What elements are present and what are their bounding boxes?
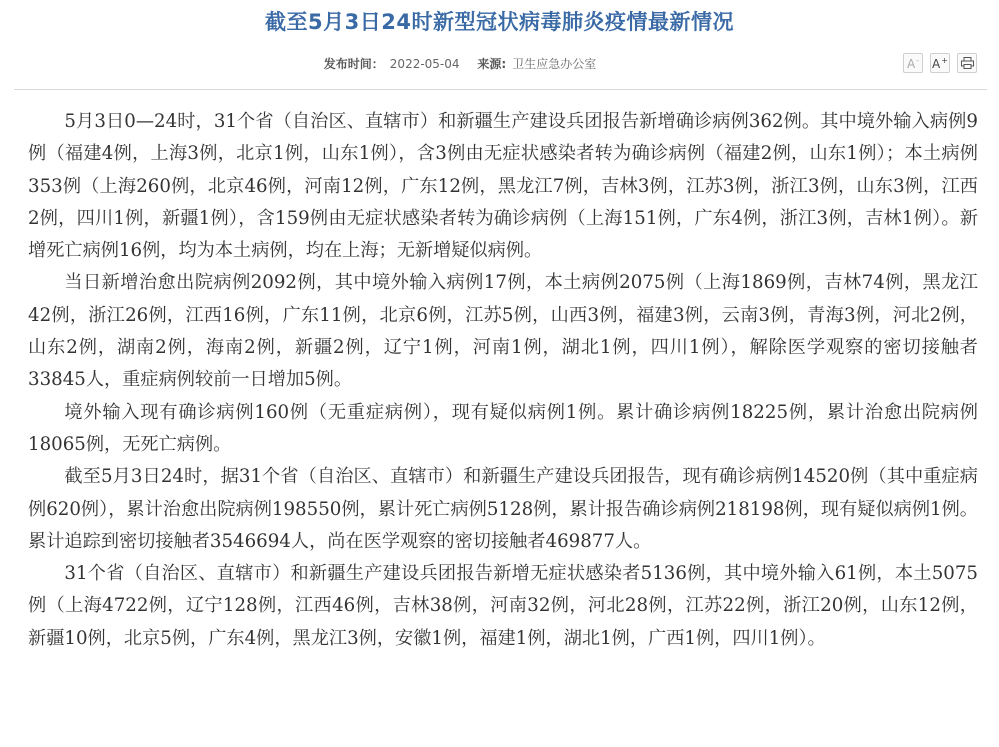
- paragraph: 境外输入现有确诊病例160例（无重症病例），现有疑似病例1例。累计确诊病例18225例，累计治愈出院病例18065例，无死亡病例。: [28, 401, 978, 455]
- paragraph: 31个省（自治区、直辖市）和新疆生产建设兵团报告新增无症状感染者5136例，其中境外输入61例，本土5075例（上海4722例，辽宁128例，江西46例，吉林38例，河南32例，河北28例，江苏22例，浙江20例，山东12例，新疆10例，北京5例，广东4例，黑龙江3例，安徽1例，福建1例，湖北1例，广西1例，四川1例）。: [28, 563, 978, 649]
- header-divider: [14, 89, 987, 90]
- page-title: 截至5月3日24时新型冠状病毒肺炎疫情最新情况: [265, 10, 734, 34]
- decrease-font-icon: A-: [906, 55, 920, 71]
- paragraph: 截至5月3日24时，据31个省（自治区、直辖市）和新疆生产建设兵团报告，现有确诊病例14520例（其中重症病例620例），累计治愈出院病例198550例，累计死亡病例5128例，累计报告确诊病例218198例，现有疑似病例1例。累计追踪到密切接触者3546694人，尚在医学观察的密切接触者469877人。: [28, 466, 978, 552]
- source-label: 来源:: [477, 57, 507, 71]
- article-toolbar: [903, 53, 977, 73]
- decrease-font-button[interactable]: [903, 53, 923, 73]
- increase-font-button[interactable]: [930, 53, 950, 73]
- print-button[interactable]: [957, 53, 977, 73]
- increase-font-icon: A+: [932, 55, 948, 71]
- publish-time-label: 发布时间：: [323, 57, 384, 71]
- article-body: [28, 106, 978, 655]
- source-name: 卫生应急办公室: [512, 57, 597, 71]
- printer-icon: [961, 57, 974, 69]
- article-meta: [0, 55, 920, 72]
- paragraph: 5月3日0—24时，31个省（自治区、直辖市）和新疆生产建设兵团报告新增确诊病例362例。其中境外输入病例9例（福建4例，上海3例，北京1例，山东1例），含3例由无症状感染者转为确诊病例（福建2例，山东1例）；本土病例353例（上海260例，北京46例，河南12例，广东12例，黑龙江7例，吉林3例，江苏3例，浙江3例，山东3例，江西2例，四川1例，新疆1例），含159例由无症状感染者转为确诊病例（上海151例，广东4例，浙江3例，吉林1例）。新增死亡病例16例，均为本土病例，均在上海；无新增疑似病例。: [28, 111, 978, 262]
- paragraph: 当日新增治愈出院病例2092例，其中境外输入病例17例，本土病例2075例（上海1869例，吉林74例，黑龙江42例，浙江26例，江西16例，广东11例，北京6例，江苏5例，山西3例，福建3例，云南3例，青海3例，河北2例，山东2例，湖南2例，海南2例，新疆2例，辽宁1例，河南1例，湖北1例，四川1例），解除医学观察的密切接触者33845人，重症病例较前一日增加5例。: [28, 272, 978, 391]
- publish-date: 2022-05-04: [389, 57, 460, 71]
